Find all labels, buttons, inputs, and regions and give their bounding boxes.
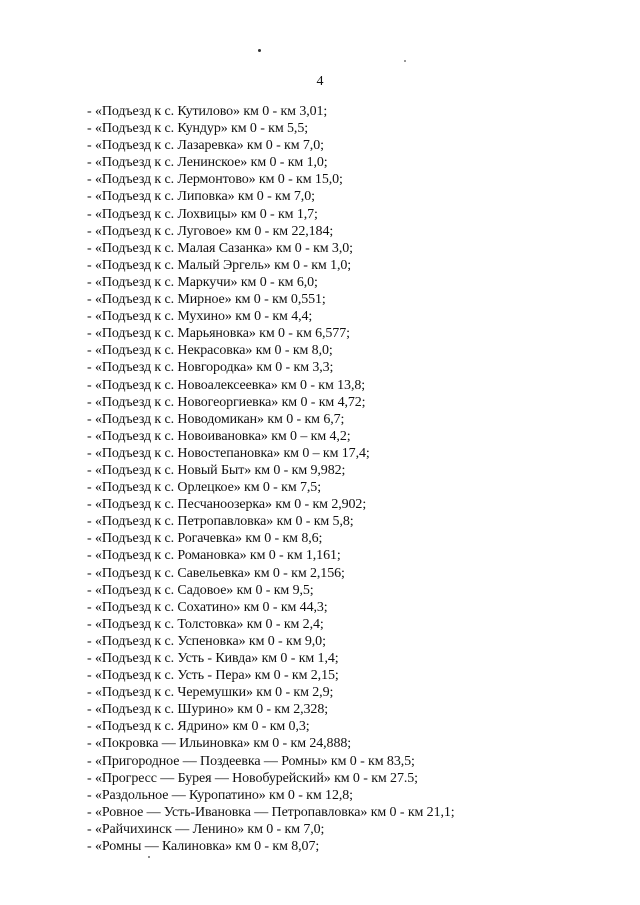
list-item: - «Подъезд к с. Усть - Пера» км 0 - км 2,15; — [87, 668, 339, 684]
list-item: - «Подъезд к с. Марьяновка» км 0 - км 6,577; — [87, 326, 350, 342]
list-item: - «Подъезд к с. Шурино» км 0 - км 2,328; — [87, 702, 329, 718]
list-item: - «Подъезд к с. Луговое» км 0 - км 22,184; — [87, 223, 334, 239]
list-item: - «Подъезд к с. Маркучи» км 0 - км 6,0; — [87, 274, 318, 290]
list-item: - «Покровка — Ильиновка» км 0 - км 24,888; — [87, 736, 352, 752]
list-item: - «Подъезд к с. Кундур» км 0 - км 5,5; — [87, 121, 309, 137]
list-item: - «Подъезд к с. Садовое» км 0 - км 9,5; — [87, 582, 314, 598]
list-item: - «Ровное — Усть-Ивановка — Петропавловка» км 0 - км 21,1; — [87, 804, 455, 820]
list-item: - «Подъезд к с. Новгородка» км 0 - км 3,3; — [87, 360, 334, 376]
scan-speck — [404, 60, 406, 62]
list-item: - «Подъезд к с. Рогачевка» км 0 - км 8,6; — [87, 531, 323, 547]
list-item: - «Подъезд к с. Мухино» км 0 - км 4,4; — [87, 309, 313, 325]
list-item: - «Пригородное — Поздеевка — Ромны» км 0 - км 83,5; — [87, 753, 415, 769]
list-item: - «Подъезд к с. Песчаноозерка» км 0 - км 2,902; — [87, 497, 367, 513]
list-item: - «Подъезд к с. Романовка» км 0 - км 1,161; — [87, 548, 341, 564]
scan-speck — [258, 49, 261, 52]
list-item: - «Подъезд к с. Липовка» км 0 - км 7,0; — [87, 189, 315, 205]
list-item: - «Подъезд к с. Толстовка» км 0 - км 2,4; — [87, 616, 324, 632]
list-item: - «Прогресс — Бурея — Новобурейский» км 0 - км 27.5; — [87, 770, 418, 786]
list-item: - «Подъезд к с. Ленинское» км 0 - км 1,0; — [87, 155, 328, 171]
page-number: 4 — [316, 74, 324, 89]
list-item: - «Подъезд к с. Сохатино» км 0 - км 44,3; — [87, 599, 328, 615]
list-item: - «Подъезд к с. Новодомикан» км 0 - км 6,7; — [87, 411, 345, 427]
list-item: - «Подъезд к с. Кутилово» км 0 - км 3,01; — [87, 104, 328, 119]
list-item: - «Подъезд к с. Новогеоргиевка» км 0 - км 4,72; — [87, 394, 366, 410]
list-item: - «Подъезд к с. Успеновка» км 0 - км 9,0; — [87, 633, 326, 649]
list-item: - «Подъезд к с. Орлецкое» км 0 - км 7,5; — [87, 480, 322, 496]
list-item: - «Подъезд к с. Петропавловка» км 0 - км 5,8; — [87, 514, 354, 530]
list-item: - «Подъезд к с. Новый Быт» км 0 - км 9,982; — [87, 462, 346, 478]
list-item: - «Подъезд к с. Новостепановка» км 0 – км 17,4; — [87, 445, 370, 461]
list-item: - «Подъезд к с. Усть - Кивда» км 0 - км 1,4; — [87, 651, 339, 666]
list-item: - «Подъезд к с. Лохвицы» км 0 - км 1,7; — [87, 206, 318, 222]
scan-speck — [148, 856, 150, 858]
list-item: - «Подъезд к с. Лазаревка» км 0 - км 7,0; — [87, 138, 324, 154]
list-item: - «Подъезд к с. Некрасовка» км 0 - км 8,0; — [87, 343, 333, 359]
list-item: - «Подъезд к с. Лермонтово» км 0 - км 15,0; — [87, 172, 343, 188]
list-item: - «Подъезд к с. Черемушки» км 0 - км 2,9; — [87, 685, 334, 701]
road-list — [87, 103, 455, 855]
list-item: - «Подъезд к с. Новоивановка» км 0 – км 4,2; — [87, 428, 351, 444]
list-item: - «Подъезд к с. Савельевка» км 0 - км 2,156; — [87, 565, 345, 581]
list-item: - «Подъезд к с. Ядрино» км 0 - км 0,3; — [87, 719, 310, 735]
list-item: - «Ромны — Калиновка» км 0 - км 8,07; — [87, 839, 320, 855]
list-item: - «Подъезд к с. Малый Эргель» км 0 - км 1,0; — [87, 257, 352, 273]
list-item: - «Райчихинск — Ленино» км 0 - км 7,0; — [87, 821, 325, 837]
list-item: - «Подъезд к с. Малая Сазанка» км 0 - км 3,0; — [87, 240, 353, 256]
list-item: - «Раздольное — Куропатино» км 0 - км 12,8; — [87, 787, 353, 803]
list-item: - «Подъезд к с. Новоалексеевка» км 0 - км 13,8; — [87, 377, 366, 393]
list-item: - «Подъезд к с. Мирное» км 0 - км 0,551; — [87, 292, 326, 308]
